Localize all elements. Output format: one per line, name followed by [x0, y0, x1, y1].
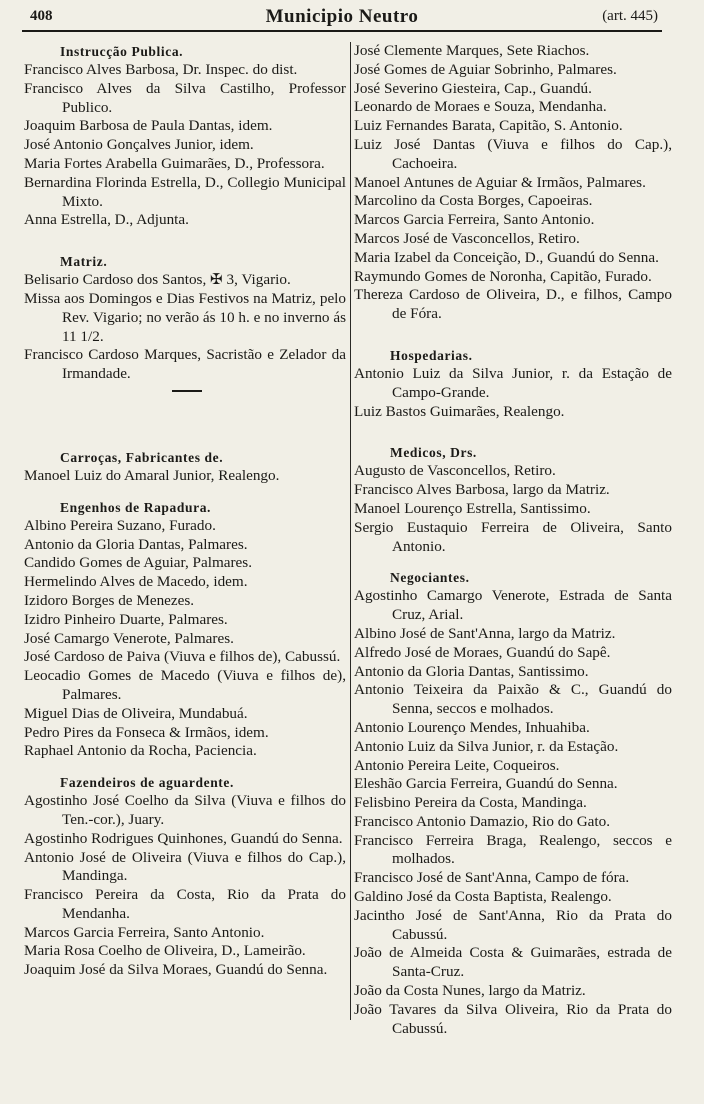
right-column	[354, 42, 672, 1038]
directory-entry: Francisco Alves Barbosa, Dr. Inspec. do dist.	[24, 61, 298, 78]
directory-entry: Francisco Alves da Silva Castilho, Professor Publico.	[24, 79, 346, 116]
directory-entry: Agostinho José Coelho da Silva (Viuva e filhos do Ten.-cor.), Juary.	[24, 792, 346, 828]
directory-entry: Alfredo José de Moraes, Guandú do Sapê.	[354, 643, 611, 661]
directory-entry: Francisco Pereira da Costa, Rio da Prata do Mendanha.	[24, 886, 346, 922]
directory-entry: Miguel Dias de Oliveira, Mundabuá.	[24, 704, 248, 722]
directory-entry: Antonio Luiz da Silva Junior, r. da Estação.	[354, 737, 619, 755]
page-header	[22, 6, 662, 32]
directory-entry: Izidro Pinheiro Duarte, Palmares.	[24, 610, 228, 628]
article-reference: (art. 445)	[602, 8, 658, 24]
section-title: Hospedarias.	[390, 347, 473, 363]
directory-entry: Luiz Bastos Guimarães, Realengo.	[354, 402, 565, 420]
directory-entry: Antonio Teixeira da Paixão & C., Guandú do Senna, seccos e molhados.	[354, 681, 672, 718]
directory-entry: Antonio Pereira Leite, Coqueiros.	[354, 756, 560, 774]
directory-entry: Augusto de Vasconcellos, Retiro.	[354, 462, 556, 480]
directory-entry: Antonio Luiz da Silva Junior, r. da Estação de Campo-Grande.	[354, 364, 672, 401]
section-gap	[354, 421, 672, 443]
directory-entry: Antonio da Gloria Dantas, Santissimo.	[354, 662, 589, 680]
directory-section	[24, 498, 346, 761]
directory-entry: João de Almeida Costa & Guimarães, estrada de Santa-Cruz.	[354, 944, 672, 981]
directory-entry: Luiz José Dantas (Viuva e filhos do Cap.), Cachoeira.	[354, 135, 672, 172]
directory-entry: Francisco Antonio Damazio, Rio do Gato.	[354, 812, 611, 830]
directory-entry: Agostinho Rodrigues Quinhones, Guandú do Senna.	[24, 829, 343, 847]
directory-entry: Joaquim José da Silva Moraes, Guandú do Senna.	[24, 961, 328, 979]
running-title: Municipio Neutro	[265, 6, 419, 27]
directory-entry: José Cardoso de Paiva (Viuva e filhos de), Cabussú.	[24, 648, 341, 666]
directory-section	[354, 42, 672, 324]
directory-section	[354, 443, 672, 556]
directory-entry: Francisco Cardoso Marques, Sacristão e Zelador da Irmandade.	[24, 346, 346, 383]
section-title: Engenhos de Rapadura.	[60, 499, 212, 515]
directory-entry: João da Costa Nunes, largo da Matriz.	[354, 982, 586, 1000]
directory-entry: Raymundo Gomes de Noronha, Capitão, Furado.	[354, 267, 652, 285]
directory-entry: Marcos Garcia Ferreira, Santo Antonio.	[354, 211, 595, 229]
directory-entry: José Clemente Marques, Sete Riachos.	[354, 42, 590, 59]
section-title: Matriz.	[60, 254, 108, 270]
section-gap	[24, 486, 346, 498]
section-gap	[24, 230, 346, 252]
directory-section	[24, 252, 346, 384]
directory-entry: Eleshão Garcia Ferreira, Guandú do Senna.	[354, 775, 618, 793]
directory-entry: Felisbino Pereira da Costa, Mandinga.	[354, 794, 587, 812]
directory-entry: Bernardina Florinda Estrella, D., Collegio Municipal Mixto.	[24, 173, 346, 210]
directory-entry: Maria Fortes Arabella Guimarães, D., Professora.	[24, 154, 325, 172]
directory-section	[354, 568, 672, 1038]
section-title: Carroças, Fabricantes de.	[60, 449, 224, 465]
directory-entry: Sergio Eustaquio Ferreira de Oliveira, Santo Antonio.	[354, 518, 672, 555]
directory-section	[24, 448, 346, 486]
directory-entry: Candido Gomes de Aguiar, Palmares.	[24, 554, 253, 572]
directory-entry: Missa aos Domingos e Dias Festivos na Matriz, pelo Rev. Vigario; no verão ás 10 h. e no inverno ás 11 1/2.	[24, 289, 346, 345]
directory-entry: Francisco Ferreira Braga, Realengo, seccos e molhados.	[354, 831, 672, 868]
section-gap	[24, 418, 346, 448]
directory-entry: Maria Izabel da Conceição, D., Guandú do Senna.	[354, 248, 659, 266]
directory-entry: José Antonio Gonçalves Junior, idem.	[24, 136, 254, 154]
directory-section	[24, 773, 346, 980]
directory-entry: Albino Pereira Suzano, Furado.	[24, 516, 216, 534]
directory-entry: José Camargo Venerote, Palmares.	[24, 629, 234, 647]
directory-entry: José Severino Giesteira, Cap., Guandú.	[354, 79, 592, 97]
directory-entry: Pedro Pires da Fonseca & Irmãos, idem.	[24, 723, 269, 741]
directory-entry: Raphael Antonio da Rocha, Paciencia.	[24, 742, 257, 760]
directory-section	[354, 346, 672, 421]
section-gap	[354, 556, 672, 568]
directory-entry: Marcos Garcia Ferreira, Santo Antonio.	[24, 923, 265, 941]
directory-entry: Marcos José de Vasconcellos, Retiro.	[354, 229, 580, 247]
column-divider	[350, 42, 351, 1020]
directory-entry: Leocadio Gomes de Macedo (Viuva e filhos de), Palmares.	[24, 667, 346, 703]
directory-entry: Antonio José de Oliveira (Viuva e filhos do Cap.), Mandinga.	[24, 848, 346, 885]
section-gap	[354, 324, 672, 346]
directory-entry: João Tavares da Silva Oliveira, Rio da Prata do Cabussú.	[354, 1000, 672, 1037]
directory-entry: Manoel Luiz do Amaral Junior, Realengo.	[24, 466, 280, 484]
left-column	[24, 42, 346, 980]
directory-entry: Belisario Cardoso dos Santos, ✠ 3, Vigario.	[24, 271, 291, 289]
directory-entry: Antonio Lourenço Mendes, Inhuahiba.	[354, 718, 590, 736]
directory-entry: Francisco Alves Barbosa, largo da Matriz.	[354, 481, 610, 499]
directory-entry: Galdino José da Costa Baptista, Realengo.	[354, 888, 612, 906]
section-title: Instrucção Publica.	[60, 44, 184, 59]
directory-entry: Albino José de Sant'Anna, largo da Matriz.	[354, 624, 616, 642]
directory-entry: Antonio da Gloria Dantas, Palmares.	[24, 535, 248, 553]
section-gap	[24, 761, 346, 773]
directory-entry: Agostinho Camargo Venerote, Estrada de Santa Cruz, Arial.	[354, 587, 672, 624]
directory-entry: Jacintho José de Sant'Anna, Rio da Prata do Cabussú.	[354, 906, 672, 943]
directory-entry: Maria Rosa Coelho de Oliveira, D., Lameirão.	[24, 942, 306, 960]
directory-entry: Hermelindo Alves de Macedo, idem.	[24, 573, 248, 591]
directory-entry: Francisco José de Sant'Anna, Campo de fóra.	[354, 869, 630, 887]
section-title: Fazendeiros de aguardente.	[60, 775, 234, 791]
directory-entry: Luiz Fernandes Barata, Capitão, S. Antonio.	[354, 117, 623, 135]
directory-entry: Thereza Cardoso de Oliveira, D., e filhos, Campo de Fóra.	[354, 286, 672, 323]
section-title: Medicos, Drs.	[390, 445, 477, 461]
directory-section	[24, 42, 346, 230]
directory-entry: Leonardo de Moraes e Souza, Mendanha.	[354, 98, 607, 116]
directory-entry: Manoel Lourenço Estrella, Santissimo.	[354, 499, 591, 517]
directory-entry: Izidoro Borges de Menezes.	[24, 591, 195, 609]
page-number: 408	[30, 8, 53, 24]
directory-entry: José Gomes de Aguiar Sobrinho, Palmares.	[354, 60, 617, 78]
directory-entry: Anna Estrella, D., Adjunta.	[24, 211, 189, 229]
section-title: Negociantes.	[390, 570, 470, 586]
directory-entry: Joaquim Barbosa de Paula Dantas, idem.	[24, 117, 273, 135]
directory-entry: Manoel Antunes de Aguiar & Irmãos, Palmares.	[354, 173, 646, 191]
directory-entry: Marcolino da Costa Borges, Capoeiras.	[354, 192, 593, 210]
